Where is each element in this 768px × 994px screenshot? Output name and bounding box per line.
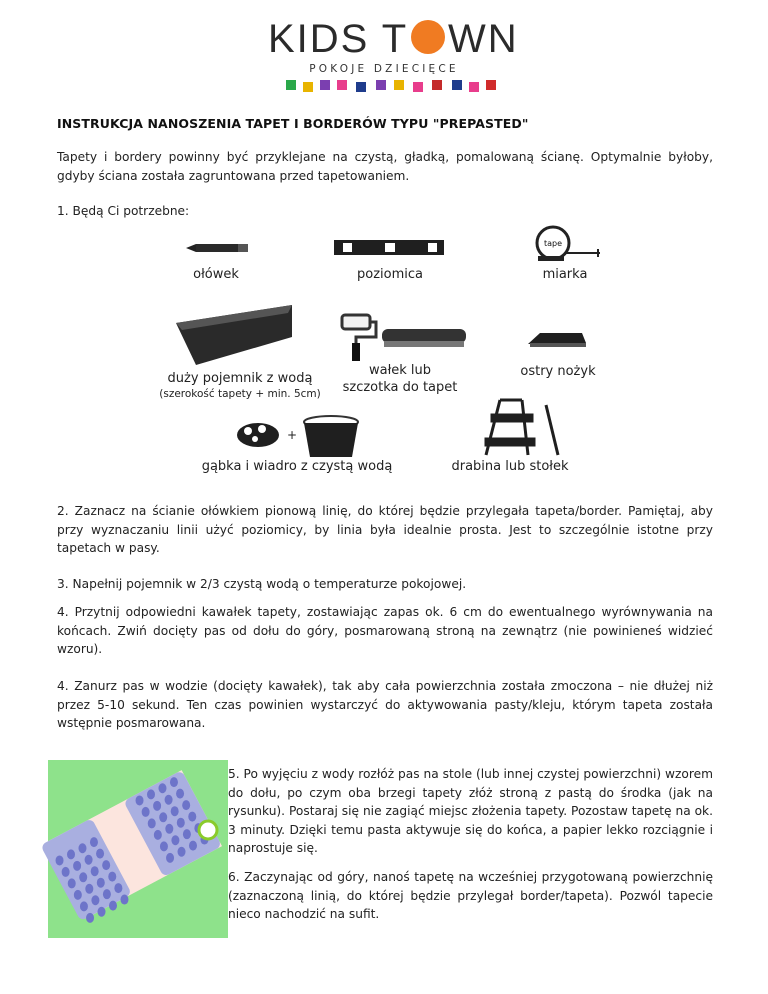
- pattern-dot: [153, 801, 161, 811]
- wallpaper-brush-icon: [382, 329, 466, 347]
- water-container-icon: [176, 305, 292, 365]
- level-icon: [334, 240, 444, 255]
- pattern-dot: [80, 901, 88, 911]
- logo: [268, 14, 519, 61]
- logo-color-square: [432, 80, 442, 90]
- pattern-dot: [78, 843, 86, 853]
- logo-color-square: [320, 80, 330, 90]
- tools-illustration: [0, 225, 768, 485]
- sponge-icon: [237, 423, 279, 447]
- pattern-dot: [85, 884, 93, 894]
- logo-color-square: [356, 82, 366, 92]
- pattern-dot: [189, 841, 197, 851]
- pattern-dot: [154, 830, 162, 840]
- paint-roller-icon: [342, 315, 376, 361]
- pattern-dot: [73, 861, 81, 871]
- pattern-dot: [182, 800, 190, 810]
- pattern-dot: [86, 913, 94, 923]
- page-title: INSTRUKCJA NANOSZENIA TAPET I BORDERÓW TYPU "PREPASTED": [57, 116, 529, 131]
- tool-label-container-sub: (szerokość tapety + min. 5cm): [159, 388, 321, 400]
- pattern-dot: [62, 867, 70, 877]
- pattern-dot: [102, 860, 110, 870]
- tool-label-roller-2: szczotka do tapet: [342, 380, 458, 395]
- pattern-dot: [136, 795, 144, 805]
- logo-text-kids: KIDS T: [268, 17, 409, 61]
- step-4b-text: 4. Zanurz pas w wodzie (docięty kawałek), tak aby cała powierzchnia została zmoczona – nie dłużej niż przez 5-10 sekund. Ten czas powinien wystarczyć do aktywowania pasty/kleju, którym tapeta została wstępnie posmarowana.: [57, 679, 713, 730]
- pattern-dot: [177, 818, 185, 828]
- tool-label-roller-1: wałek lub: [368, 363, 432, 378]
- pattern-dot: [142, 807, 150, 817]
- fold-edge-icon: [199, 821, 217, 839]
- pattern-dot: [176, 789, 184, 799]
- pattern-dot: [183, 829, 191, 839]
- pattern-dot: [90, 837, 98, 847]
- tool-label-pencil: ołówek: [193, 267, 239, 282]
- step-1-text: 1. Będą Ci potrzebne:: [57, 204, 190, 218]
- logo-color-square: [286, 80, 296, 90]
- tool-label-ladder: drabina lub stołek: [451, 459, 569, 474]
- ladder-icon: [486, 400, 558, 455]
- pattern-dot: [165, 795, 173, 805]
- step-2-text: 2. Zaznacz na ścianie ołówkiem pionową linię, do której będzie przylegała tapeta/border. Pamiętaj, aby przy wyznaczaniu linii użyć poziomicy, by linia była idealnie prosta. Jest to szczególnie istotne przy tapetach w pasy.: [57, 504, 713, 555]
- tool-label-container: duży pojemnik z wodą: [167, 371, 313, 386]
- pattern-dot: [108, 872, 116, 882]
- pattern-dot: [158, 783, 166, 793]
- pattern-dot: [56, 855, 64, 865]
- pattern-dot: [120, 895, 128, 905]
- pattern-dot: [96, 849, 104, 859]
- pattern-dot: [85, 855, 93, 865]
- pattern-dot: [160, 841, 168, 851]
- logo-subtitle: POKOJE DZIECIĘCE: [309, 63, 459, 75]
- pattern-dot: [188, 812, 196, 822]
- pattern-dot: [114, 883, 122, 893]
- pattern-dot: [109, 901, 117, 911]
- folding-illustration: [48, 760, 228, 938]
- logo-color-square: [394, 80, 404, 90]
- pattern-dot: [91, 866, 99, 876]
- knife-icon: [528, 333, 586, 347]
- pattern-dot: [165, 824, 173, 834]
- bucket-icon: [304, 416, 358, 457]
- tape-measure-icon: [537, 227, 600, 261]
- pattern-dot: [170, 777, 178, 787]
- tool-label-knife: ostry nożyk: [520, 364, 596, 379]
- logo-color-square: [413, 82, 423, 92]
- logo-color-square: [337, 80, 347, 90]
- logo-wordmark: [268, 14, 519, 61]
- tool-label-level: poziomica: [357, 267, 423, 282]
- logo-orange-circle: [411, 20, 445, 54]
- svg-text:tape: tape: [544, 239, 563, 248]
- pattern-dot: [178, 847, 186, 857]
- intro-paragraph: Tapety i bordery powinny być przyklejane na czystą, gładką, pomalowaną ścianę. Optymalnie byłoby, gdyby ściana została zagruntowana przed tapetowaniem.: [57, 150, 713, 183]
- pattern-dot: [91, 895, 99, 905]
- logo-color-square: [452, 80, 462, 90]
- logo-color-square: [303, 82, 313, 92]
- pencil-icon: [186, 244, 248, 252]
- step-6-text: 6. Zaczynając od góry, nanoś tapetę na wcześniej przygotowaną powierzchnię (zaznaczoną linią, do której będzie przylegał border/tapeta). Pozwól tapecie nieco nachodzić na sufit.: [228, 870, 713, 921]
- pattern-dot: [97, 878, 105, 888]
- pattern-dot: [166, 853, 174, 863]
- pattern-dot: [79, 872, 87, 882]
- plus-sign: +: [287, 428, 298, 442]
- step-5-text: 5. Po wyjęciu z wody rozłóż pas na stole (lub innej czystej powierzchni) wzorem do dołu, po czym oba brzegi tapety złóż stroną z pastą do środka (jak na rysunku). Postaraj się nie zagiąć miejsc złożenia tapety. Pozostaw tapetę na ok. 3 minuty. Dzięki temu pasta aktywuje się do końca, a papier lekko rozciągnie i naprostuje się.: [228, 767, 713, 855]
- tool-label-tape: miarka: [542, 267, 588, 282]
- logo-text-wn: WN: [448, 17, 519, 61]
- pattern-dot: [159, 812, 167, 822]
- pattern-dot: [148, 818, 156, 828]
- step-4a-text: 4. Przytnij odpowiedni kawałek tapety, zostawiając zapas ok. 6 cm do ewentualnego wyrównywania na końcach. Zwiń docięty pas od dołu do góry, posmarowaną stroną na zewnątrz (nie powinieneś widzieć wzoru).: [57, 605, 713, 656]
- tool-label-sponge: gąbka i wiadro z czystą wodą: [201, 459, 393, 474]
- pattern-dot: [171, 806, 179, 816]
- pattern-dot: [171, 835, 179, 845]
- logo-color-square: [376, 80, 386, 90]
- pattern-dot: [147, 789, 155, 799]
- step-3-text: 3. Napełnij pojemnik w 2/3 czystą wodą o temperaturze pokojowej.: [57, 577, 467, 591]
- pattern-dot: [67, 849, 75, 859]
- pattern-dot: [68, 878, 76, 888]
- pattern-dot: [103, 889, 111, 899]
- pattern-dot: [98, 907, 106, 917]
- pattern-dot: [74, 890, 82, 900]
- logo-color-square: [486, 80, 496, 90]
- logo-color-square: [469, 82, 479, 92]
